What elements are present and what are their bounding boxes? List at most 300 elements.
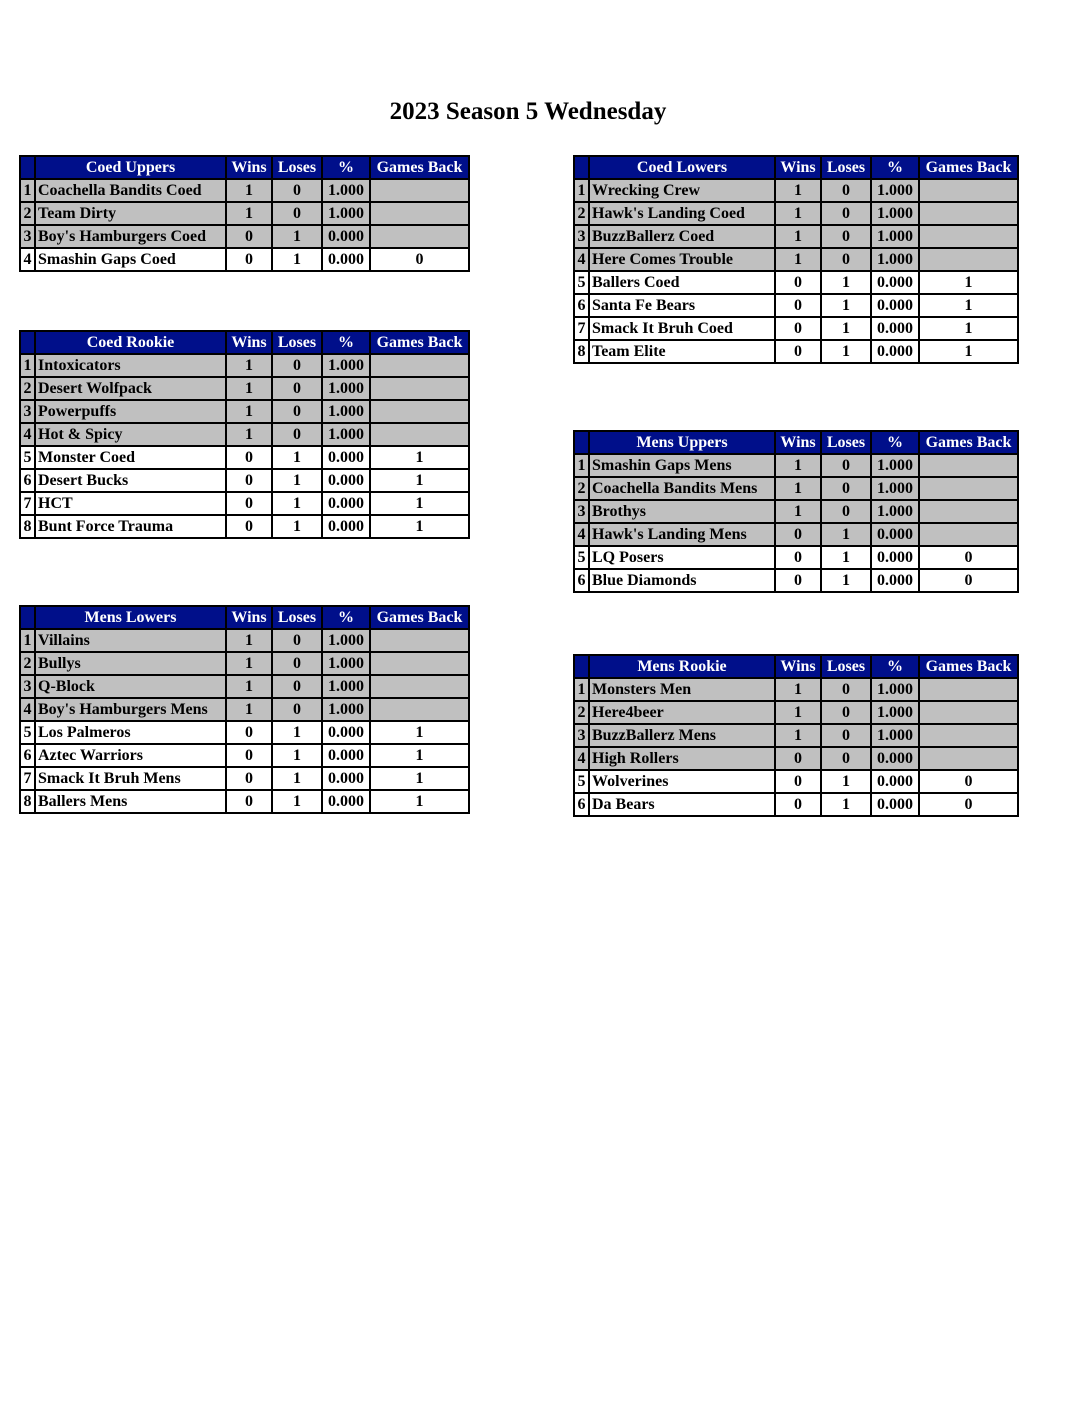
- games-back-cell: [919, 477, 1018, 500]
- wins-header: Wins: [775, 655, 821, 678]
- pct-cell: 1.000: [322, 202, 370, 225]
- games-back-cell: [919, 202, 1018, 225]
- games-back-cell: [370, 354, 469, 377]
- rank-cell: 6: [574, 793, 589, 816]
- rank-cell: 6: [20, 469, 35, 492]
- rank-cell: 4: [574, 248, 589, 271]
- header-row: [574, 655, 1018, 678]
- loses-cell: 1: [821, 340, 871, 363]
- division-name-header: Mens Rookie: [589, 655, 775, 678]
- team-name-cell: Villains: [35, 629, 226, 652]
- wins-cell: 1: [226, 400, 272, 423]
- table-row: [20, 652, 469, 675]
- loses-cell: 0: [272, 675, 322, 698]
- mens-uppers-table: [573, 430, 1019, 593]
- loses-cell: 1: [272, 469, 322, 492]
- wins-cell: 1: [775, 477, 821, 500]
- wins-cell: 1: [226, 179, 272, 202]
- pct-cell: 0.000: [322, 744, 370, 767]
- table-row: [20, 698, 469, 721]
- table-row: [574, 202, 1018, 225]
- loses-cell: 1: [272, 744, 322, 767]
- loses-cell: 0: [272, 423, 322, 446]
- rank-cell: 5: [20, 721, 35, 744]
- team-name-cell: Hot & Spicy: [35, 423, 226, 446]
- games-back-header: Games Back: [919, 156, 1018, 179]
- team-name-cell: Ballers Mens: [35, 790, 226, 813]
- wins-header: Wins: [226, 156, 272, 179]
- table-row: [20, 469, 469, 492]
- wins-header: Wins: [226, 606, 272, 629]
- rank-cell: 4: [574, 747, 589, 770]
- table-row: [574, 770, 1018, 793]
- wins-cell: 1: [775, 225, 821, 248]
- games-back-cell: [370, 202, 469, 225]
- rank-cell: 4: [20, 698, 35, 721]
- rank-cell: 1: [20, 629, 35, 652]
- rank-cell: 7: [20, 767, 35, 790]
- table-row: [574, 271, 1018, 294]
- team-name-cell: Aztec Warriors: [35, 744, 226, 767]
- team-name-cell: Wolverines: [589, 770, 775, 793]
- rank-header: [20, 156, 35, 179]
- rank-cell: 5: [574, 546, 589, 569]
- loses-cell: 1: [821, 546, 871, 569]
- loses-cell: 0: [272, 377, 322, 400]
- games-back-header: Games Back: [370, 331, 469, 354]
- header-row: [20, 156, 469, 179]
- games-back-cell: 0: [919, 546, 1018, 569]
- loses-cell: 0: [821, 248, 871, 271]
- team-name-cell: Bunt Force Trauma: [35, 515, 226, 538]
- rank-cell: 5: [574, 271, 589, 294]
- table-row: [20, 446, 469, 469]
- pct-cell: 1.000: [871, 477, 919, 500]
- loses-cell: 1: [272, 225, 322, 248]
- loses-cell: 1: [272, 515, 322, 538]
- wins-cell: 1: [226, 202, 272, 225]
- games-back-cell: 1: [370, 469, 469, 492]
- table-row: [20, 377, 469, 400]
- team-name-cell: Desert Wolfpack: [35, 377, 226, 400]
- loses-cell: 0: [272, 629, 322, 652]
- wins-cell: 1: [775, 724, 821, 747]
- table-row: [574, 724, 1018, 747]
- pct-cell: 0.000: [322, 515, 370, 538]
- wins-header: Wins: [775, 431, 821, 454]
- rank-cell: 7: [20, 492, 35, 515]
- games-back-cell: [370, 675, 469, 698]
- pct-cell: 1.000: [322, 675, 370, 698]
- games-back-header: Games Back: [370, 156, 469, 179]
- wins-cell: 1: [775, 179, 821, 202]
- loses-cell: 0: [272, 354, 322, 377]
- pct-cell: 0.000: [871, 569, 919, 592]
- pct-cell: 0.000: [322, 446, 370, 469]
- table-row: [20, 721, 469, 744]
- table-row: [20, 354, 469, 377]
- games-back-header: Games Back: [919, 655, 1018, 678]
- loses-cell: 1: [272, 767, 322, 790]
- games-back-cell: [919, 500, 1018, 523]
- wins-cell: 0: [226, 492, 272, 515]
- table-row: [574, 477, 1018, 500]
- rank-header: [20, 606, 35, 629]
- pct-cell: 1.000: [871, 500, 919, 523]
- pct-cell: 1.000: [322, 377, 370, 400]
- rank-cell: 1: [574, 678, 589, 701]
- team-name-cell: Smashin Gaps Coed: [35, 248, 226, 271]
- rank-cell: 2: [574, 477, 589, 500]
- rank-cell: 6: [574, 569, 589, 592]
- wins-cell: 1: [226, 377, 272, 400]
- pct-cell: 1.000: [322, 354, 370, 377]
- team-name-cell: Boy's Hamburgers Coed: [35, 225, 226, 248]
- division-name-header: Mens Uppers: [589, 431, 775, 454]
- table-row: [574, 569, 1018, 592]
- table-row: [574, 546, 1018, 569]
- team-name-cell: Coachella Bandits Mens: [589, 477, 775, 500]
- games-back-cell: 1: [919, 317, 1018, 340]
- games-back-cell: [919, 678, 1018, 701]
- rank-cell: 4: [20, 248, 35, 271]
- loses-cell: 0: [821, 225, 871, 248]
- team-name-cell: Bullys: [35, 652, 226, 675]
- team-name-cell: Smack It Bruh Mens: [35, 767, 226, 790]
- team-name-cell: Team Elite: [589, 340, 775, 363]
- pct-cell: 0.000: [322, 469, 370, 492]
- wins-cell: 1: [775, 701, 821, 724]
- loses-cell: 0: [821, 179, 871, 202]
- wins-cell: 1: [226, 675, 272, 698]
- rank-cell: 2: [20, 377, 35, 400]
- games-back-cell: 0: [919, 569, 1018, 592]
- rank-cell: 2: [20, 202, 35, 225]
- team-name-cell: Q-Block: [35, 675, 226, 698]
- wins-cell: 0: [775, 523, 821, 546]
- table-row: [574, 454, 1018, 477]
- pct-header: %: [871, 431, 919, 454]
- pct-cell: 1.000: [871, 724, 919, 747]
- loses-cell: 0: [821, 701, 871, 724]
- team-name-cell: Hawk's Landing Mens: [589, 523, 775, 546]
- pct-header: %: [322, 331, 370, 354]
- wins-cell: 1: [226, 698, 272, 721]
- wins-cell: 0: [226, 744, 272, 767]
- team-name-cell: Smashin Gaps Mens: [589, 454, 775, 477]
- rank-cell: 3: [20, 400, 35, 423]
- wins-cell: 0: [775, 271, 821, 294]
- rank-cell: 2: [574, 701, 589, 724]
- table-row: [20, 515, 469, 538]
- team-name-cell: Smack It Bruh Coed: [589, 317, 775, 340]
- games-back-cell: [919, 747, 1018, 770]
- table-row: [20, 225, 469, 248]
- header-row: [574, 156, 1018, 179]
- loses-header: Loses: [272, 156, 322, 179]
- games-back-header: Games Back: [370, 606, 469, 629]
- loses-cell: 0: [272, 652, 322, 675]
- rank-cell: 3: [574, 500, 589, 523]
- wins-header: Wins: [226, 331, 272, 354]
- rank-cell: 6: [574, 294, 589, 317]
- team-name-cell: Intoxicators: [35, 354, 226, 377]
- team-name-cell: BuzzBallerz Coed: [589, 225, 775, 248]
- rank-cell: 5: [20, 446, 35, 469]
- table-row: [574, 523, 1018, 546]
- table-row: [20, 767, 469, 790]
- wins-cell: 0: [775, 294, 821, 317]
- table-row: [574, 317, 1018, 340]
- wins-cell: 0: [226, 469, 272, 492]
- table-row: [574, 248, 1018, 271]
- coed-rookie-table: [19, 330, 470, 539]
- table-row: [20, 179, 469, 202]
- pct-cell: 1.000: [322, 423, 370, 446]
- team-name-cell: Boy's Hamburgers Mens: [35, 698, 226, 721]
- games-back-cell: [919, 225, 1018, 248]
- wins-cell: 0: [775, 317, 821, 340]
- table-row: [20, 492, 469, 515]
- wins-cell: 0: [775, 770, 821, 793]
- table-row: [20, 790, 469, 813]
- pct-cell: 1.000: [871, 248, 919, 271]
- table-row: [574, 294, 1018, 317]
- loses-cell: 0: [272, 202, 322, 225]
- division-name-header: Coed Lowers: [589, 156, 775, 179]
- table-row: [574, 179, 1018, 202]
- team-name-cell: Wrecking Crew: [589, 179, 775, 202]
- rank-cell: 3: [20, 225, 35, 248]
- team-name-cell: LQ Posers: [589, 546, 775, 569]
- loses-cell: 1: [821, 523, 871, 546]
- wins-cell: 1: [775, 678, 821, 701]
- rank-cell: 1: [20, 354, 35, 377]
- pct-cell: 0.000: [322, 721, 370, 744]
- loses-header: Loses: [272, 606, 322, 629]
- games-back-cell: 0: [370, 248, 469, 271]
- pct-header: %: [322, 156, 370, 179]
- pct-cell: 1.000: [871, 701, 919, 724]
- division-name-header: Mens Lowers: [35, 606, 226, 629]
- loses-cell: 0: [272, 698, 322, 721]
- pct-cell: 0.000: [871, 793, 919, 816]
- team-name-cell: High Rollers: [589, 747, 775, 770]
- table-row: [574, 225, 1018, 248]
- loses-cell: 1: [821, 271, 871, 294]
- wins-header: Wins: [775, 156, 821, 179]
- rank-cell: 8: [20, 790, 35, 813]
- rank-cell: 3: [20, 675, 35, 698]
- table-row: [574, 500, 1018, 523]
- table-row: [20, 202, 469, 225]
- pct-cell: 1.000: [871, 179, 919, 202]
- team-name-cell: Blue Diamonds: [589, 569, 775, 592]
- pct-cell: 0.000: [871, 747, 919, 770]
- games-back-cell: [919, 701, 1018, 724]
- loses-cell: 0: [272, 400, 322, 423]
- pct-cell: 0.000: [322, 492, 370, 515]
- rank-cell: 3: [574, 724, 589, 747]
- loses-cell: 1: [821, 793, 871, 816]
- table-row: [574, 747, 1018, 770]
- loses-cell: 1: [272, 446, 322, 469]
- team-name-cell: Santa Fe Bears: [589, 294, 775, 317]
- table-row: [20, 248, 469, 271]
- pct-header: %: [871, 156, 919, 179]
- header-row: [20, 606, 469, 629]
- table-row: [20, 675, 469, 698]
- pct-cell: 0.000: [871, 271, 919, 294]
- wins-cell: 0: [775, 340, 821, 363]
- table-row: [574, 793, 1018, 816]
- rank-cell: 1: [574, 179, 589, 202]
- games-back-cell: [370, 423, 469, 446]
- wins-cell: 0: [775, 793, 821, 816]
- rank-cell: 6: [20, 744, 35, 767]
- rank-cell: 3: [574, 225, 589, 248]
- games-back-cell: 0: [919, 793, 1018, 816]
- division-name-header: Coed Uppers: [35, 156, 226, 179]
- wins-cell: 0: [226, 515, 272, 538]
- pct-cell: 0.000: [871, 770, 919, 793]
- pct-cell: 0.000: [871, 294, 919, 317]
- loses-cell: 0: [821, 202, 871, 225]
- team-name-cell: Da Bears: [589, 793, 775, 816]
- wins-cell: 0: [775, 747, 821, 770]
- rank-cell: 4: [20, 423, 35, 446]
- games-back-cell: [919, 179, 1018, 202]
- loses-cell: 0: [821, 678, 871, 701]
- games-back-cell: 1: [370, 492, 469, 515]
- loses-cell: 0: [821, 724, 871, 747]
- pct-cell: 0.000: [871, 340, 919, 363]
- team-name-cell: HCT: [35, 492, 226, 515]
- table-row: [20, 744, 469, 767]
- table-row: [574, 701, 1018, 724]
- games-back-cell: [919, 454, 1018, 477]
- wins-cell: 0: [226, 767, 272, 790]
- pct-header: %: [871, 655, 919, 678]
- rank-cell: 2: [574, 202, 589, 225]
- games-back-cell: 1: [370, 446, 469, 469]
- rank-header: [20, 331, 35, 354]
- wins-cell: 0: [226, 721, 272, 744]
- games-back-cell: 0: [919, 770, 1018, 793]
- rank-cell: 1: [574, 454, 589, 477]
- rank-cell: 4: [574, 523, 589, 546]
- team-name-cell: Brothys: [589, 500, 775, 523]
- wins-cell: 0: [226, 248, 272, 271]
- wins-cell: 1: [226, 423, 272, 446]
- pct-cell: 1.000: [322, 698, 370, 721]
- team-name-cell: Los Palmeros: [35, 721, 226, 744]
- loses-cell: 1: [272, 790, 322, 813]
- pct-cell: 0.000: [322, 767, 370, 790]
- wins-cell: 1: [226, 354, 272, 377]
- loses-header: Loses: [272, 331, 322, 354]
- team-name-cell: Team Dirty: [35, 202, 226, 225]
- games-back-cell: 1: [370, 744, 469, 767]
- table-row: [20, 400, 469, 423]
- loses-header: Loses: [821, 431, 871, 454]
- team-name-cell: Here Comes Trouble: [589, 248, 775, 271]
- loses-cell: 0: [821, 500, 871, 523]
- loses-cell: 0: [821, 454, 871, 477]
- wins-cell: 0: [226, 446, 272, 469]
- games-back-cell: [370, 225, 469, 248]
- pct-cell: 1.000: [871, 678, 919, 701]
- page-title: 2023 Season 5 Wednesday: [389, 98, 667, 125]
- pct-cell: 0.000: [322, 790, 370, 813]
- loses-cell: 1: [272, 721, 322, 744]
- coed-uppers-table: [19, 155, 470, 272]
- pct-cell: 0.000: [322, 248, 370, 271]
- table-row: [20, 629, 469, 652]
- pct-cell: 1.000: [871, 454, 919, 477]
- wins-cell: 1: [226, 652, 272, 675]
- table-row: [574, 340, 1018, 363]
- games-back-cell: 1: [370, 515, 469, 538]
- team-name-cell: Monster Coed: [35, 446, 226, 469]
- team-name-cell: Coachella Bandits Coed: [35, 179, 226, 202]
- games-back-cell: [370, 400, 469, 423]
- wins-cell: 1: [226, 629, 272, 652]
- loses-cell: 1: [821, 317, 871, 340]
- table-row: [574, 678, 1018, 701]
- division-name-header: Coed Rookie: [35, 331, 226, 354]
- rank-header: [574, 431, 589, 454]
- loses-cell: 0: [821, 747, 871, 770]
- pct-cell: 1.000: [871, 202, 919, 225]
- pct-cell: 1.000: [322, 652, 370, 675]
- pct-header: %: [322, 606, 370, 629]
- loses-cell: 0: [272, 179, 322, 202]
- pct-cell: 0.000: [871, 546, 919, 569]
- games-back-cell: [919, 523, 1018, 546]
- header-row: [574, 431, 1018, 454]
- games-back-cell: 1: [919, 271, 1018, 294]
- mens-rookie-table: [573, 654, 1019, 817]
- games-back-cell: [370, 377, 469, 400]
- games-back-cell: 1: [370, 767, 469, 790]
- wins-cell: 0: [226, 225, 272, 248]
- games-back-cell: 1: [370, 721, 469, 744]
- coed-lowers-table: [573, 155, 1019, 364]
- wins-cell: 0: [226, 790, 272, 813]
- rank-cell: 5: [574, 770, 589, 793]
- rank-header: [574, 655, 589, 678]
- rank-cell: 7: [574, 317, 589, 340]
- rank-header: [574, 156, 589, 179]
- games-back-cell: [370, 652, 469, 675]
- pct-cell: 1.000: [322, 400, 370, 423]
- games-back-header: Games Back: [919, 431, 1018, 454]
- table-row: [20, 423, 469, 446]
- wins-cell: 1: [775, 202, 821, 225]
- wins-cell: 1: [775, 454, 821, 477]
- team-name-cell: BuzzBallerz Mens: [589, 724, 775, 747]
- pct-cell: 0.000: [871, 317, 919, 340]
- pct-cell: 1.000: [871, 225, 919, 248]
- rank-cell: 8: [20, 515, 35, 538]
- games-back-cell: 1: [919, 294, 1018, 317]
- wins-cell: 0: [775, 569, 821, 592]
- pct-cell: 0.000: [322, 225, 370, 248]
- wins-cell: 1: [775, 500, 821, 523]
- games-back-cell: [919, 724, 1018, 747]
- loses-cell: 1: [272, 248, 322, 271]
